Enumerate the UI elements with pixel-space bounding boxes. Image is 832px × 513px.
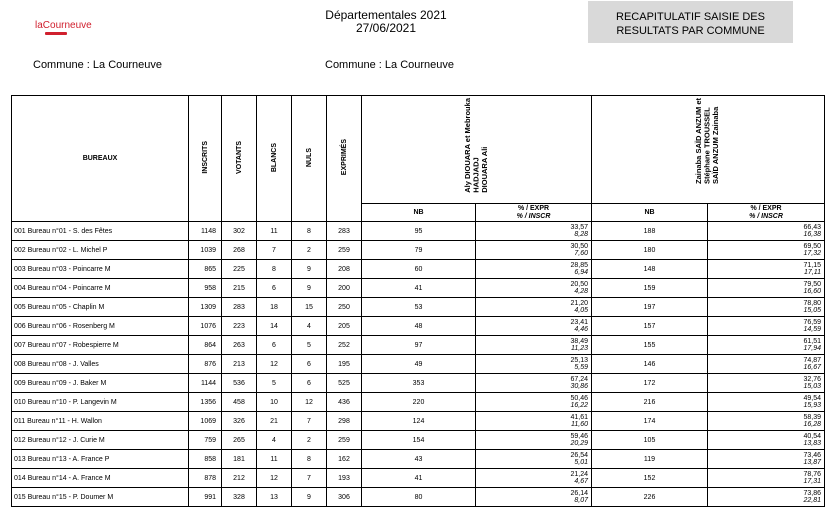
c2-expr-value: 74,87 xyxy=(803,356,821,364)
blancs-label: BLANCS xyxy=(270,142,278,173)
bureau-name: 009 Bureau n°09 - J. Baker M xyxy=(12,374,189,393)
c1-pct-cell xyxy=(476,393,592,412)
c2-pct-cell xyxy=(708,469,825,488)
table-row xyxy=(12,222,825,241)
votants-value: 326 xyxy=(222,412,257,431)
blancs-value: 4 xyxy=(257,431,292,450)
c1-expr-value: 20,50 xyxy=(570,280,588,288)
c2-pct-cell xyxy=(708,393,825,412)
nuls-value: 9 xyxy=(292,279,327,298)
recap-line-1: RECAPITULATIF SAISIE DES xyxy=(616,11,765,23)
exprimes-value: 259 xyxy=(327,241,362,260)
votants-value: 263 xyxy=(222,336,257,355)
c1-nb-header xyxy=(362,204,476,222)
table-row xyxy=(12,374,825,393)
votants-value: 458 xyxy=(222,393,257,412)
exprimes-value: 208 xyxy=(327,260,362,279)
table-row xyxy=(12,260,825,279)
table-row xyxy=(12,450,825,469)
c1-inscr-value: 5,01 xyxy=(574,459,588,466)
c1-expr-value: 26,54 xyxy=(570,451,588,459)
c1-expr-value: 38,49 xyxy=(570,337,588,345)
c2-nb-value: 148 xyxy=(592,260,708,279)
exprimes-label: EXPRIMÉS xyxy=(340,139,348,176)
nuls-value: 7 xyxy=(292,469,327,488)
nuls-value: 8 xyxy=(292,450,327,469)
c2-pct-header xyxy=(708,204,825,222)
c2-inscr-value: 15,03 xyxy=(803,383,821,390)
votants-value: 213 xyxy=(222,355,257,374)
candidate-1-name: Aly DIOUARA et Mebrouka HADJADJ DIOUARA Ali xyxy=(462,98,489,193)
pct-expr-label: % / EXPR xyxy=(517,205,550,212)
c1-inscr-value: 11,60 xyxy=(571,421,588,428)
col-header-inscrits xyxy=(189,96,222,222)
c2-expr-value: 49,54 xyxy=(803,394,821,402)
exprimes-value: 525 xyxy=(327,374,362,393)
election-date: 27/06/2021 xyxy=(355,21,417,35)
c2-inscr-value: 15,93 xyxy=(803,402,821,409)
c2-nb-value: 226 xyxy=(592,488,708,507)
bureau-name: 013 Bureau n°13 - A. France P xyxy=(12,450,189,469)
c1-pct-cell xyxy=(476,431,592,450)
votants-value: 268 xyxy=(222,241,257,260)
c1-inscr-value: 20,29 xyxy=(570,440,588,447)
c2-pct-cell xyxy=(708,450,825,469)
c2-expr-value: 78,76 xyxy=(803,470,821,478)
pct-expr-label: % / EXPR xyxy=(750,205,782,212)
inscrits-value: 865 xyxy=(189,260,222,279)
c1-expr-value: 33,57 xyxy=(570,223,588,231)
votants-value: 223 xyxy=(222,317,257,336)
c2-expr-value: 61,51 xyxy=(803,337,821,345)
nuls-label: NULS xyxy=(305,147,313,168)
nuls-value: 6 xyxy=(292,355,327,374)
c2-pct-cell xyxy=(708,260,825,279)
c2-pct-cell xyxy=(708,298,825,317)
c2-inscr-value: 15,05 xyxy=(803,307,821,314)
bureau-name: 011 Bureau n°11 - H. Wallon xyxy=(12,412,189,431)
c1-expr-value: 41,61 xyxy=(570,413,588,421)
table-row xyxy=(12,488,825,507)
exprimes-value: 200 xyxy=(327,279,362,298)
votants-value: 328 xyxy=(222,488,257,507)
c1-pct-cell xyxy=(476,298,592,317)
nuls-value: 2 xyxy=(292,431,327,450)
c1-pct-cell xyxy=(476,355,592,374)
inscrits-value: 858 xyxy=(189,450,222,469)
c1-nb-value: 79 xyxy=(362,241,476,260)
election-name: Départementales 2021 xyxy=(325,8,447,22)
exprimes-value: 259 xyxy=(327,431,362,450)
c2-inscr-value: 16,67 xyxy=(803,364,821,371)
exprimes-value: 252 xyxy=(327,336,362,355)
c2-pct-cell xyxy=(708,222,825,241)
c2-pct-cell xyxy=(708,374,825,393)
c1-inscr-value: 30,86 xyxy=(570,383,588,390)
c2-expr-value: 73,46 xyxy=(803,451,821,459)
table-row xyxy=(12,355,825,374)
exprimes-value: 162 xyxy=(327,450,362,469)
votants-value: 302 xyxy=(222,222,257,241)
c2-nb-value: 105 xyxy=(592,431,708,450)
c1-nb-value: 41 xyxy=(362,279,476,298)
c2-pct-cell xyxy=(708,412,825,431)
bureau-name: 003 Bureau n°03 - Poincarre M xyxy=(12,260,189,279)
table-row xyxy=(12,412,825,431)
c1-nb-value: 43 xyxy=(362,450,476,469)
c2-inscr-value: 14,59 xyxy=(803,326,821,333)
commune-label-left: Commune : La Courneuve xyxy=(33,59,163,71)
exprimes-value: 436 xyxy=(327,393,362,412)
pct-inscr-label: % / INSCR xyxy=(516,212,551,220)
recap-line-2: RESULTATS PAR COMMUNE xyxy=(616,25,765,37)
c2-inscr-value: 16,60 xyxy=(803,288,821,295)
c1-nb-value: 53 xyxy=(362,298,476,317)
nuls-value: 15 xyxy=(292,298,327,317)
c2-expr-value: 58,39 xyxy=(803,413,821,421)
c1-inscr-value: 11,23 xyxy=(571,345,588,352)
c1-pct-cell xyxy=(476,488,592,507)
c1-expr-value: 23,41 xyxy=(570,318,588,326)
exprimes-value: 283 xyxy=(327,222,362,241)
c1-expr-value: 59,46 xyxy=(570,432,588,440)
c1-nb-value: 49 xyxy=(362,355,476,374)
inscrits-value: 1148 xyxy=(189,222,222,241)
table-row xyxy=(12,431,825,450)
c1-nb-value: 97 xyxy=(362,336,476,355)
c2-expr-value: 40,54 xyxy=(803,432,821,440)
c2-inscr-value: 22,81 xyxy=(803,497,821,504)
bureau-name: 015 Bureau n°15 - P. Doumer M xyxy=(12,488,189,507)
c2-expr-value: 73,86 xyxy=(803,489,821,497)
recap-banner xyxy=(588,1,793,43)
c1-expr-value: 50,46 xyxy=(570,394,588,402)
nuls-value: 4 xyxy=(292,317,327,336)
c1-pct-header xyxy=(476,204,592,222)
c1-expr-value: 67,24 xyxy=(570,375,588,383)
c1-pct-cell xyxy=(476,241,592,260)
c1-pct-cell xyxy=(476,260,592,279)
nuls-value: 8 xyxy=(292,222,327,241)
c1-nb-value: 48 xyxy=(362,317,476,336)
c1-expr-value: 26,14 xyxy=(570,489,588,497)
c2-nb-value: 216 xyxy=(592,393,708,412)
table-row xyxy=(12,469,825,488)
table-row xyxy=(12,336,825,355)
c1-nb-value: 41 xyxy=(362,469,476,488)
votants-value: 225 xyxy=(222,260,257,279)
c2-expr-value: 76,59 xyxy=(803,318,821,326)
table-row xyxy=(12,279,825,298)
c1-inscr-value: 8,07 xyxy=(574,497,588,504)
inscrits-label: INSCRITS xyxy=(201,141,209,174)
blancs-value: 5 xyxy=(257,374,292,393)
c2-nb-value: 146 xyxy=(592,355,708,374)
table-row xyxy=(12,298,825,317)
bureau-name: 014 Bureau n°14 - A. France M xyxy=(12,469,189,488)
votants-value: 283 xyxy=(222,298,257,317)
blancs-value: 12 xyxy=(257,355,292,374)
c1-nb-value: 154 xyxy=(362,431,476,450)
c2-nb-value: 119 xyxy=(592,450,708,469)
candidate-2-header xyxy=(592,96,825,204)
candidate-1-header xyxy=(362,96,592,204)
c2-inscr-value: 17,94 xyxy=(803,345,821,352)
blancs-value: 10 xyxy=(257,393,292,412)
c1-pct-cell xyxy=(476,469,592,488)
nb-label: NB xyxy=(644,209,655,216)
commune-label-right: Commune : La Courneuve xyxy=(325,59,455,71)
bureau-name: 002 Bureau n°02 - L. Michel P xyxy=(12,241,189,260)
c2-pct-cell xyxy=(708,355,825,374)
exprimes-value: 193 xyxy=(327,469,362,488)
exprimes-value: 205 xyxy=(327,317,362,336)
c1-inscr-value: 4,46 xyxy=(574,326,588,333)
bureau-name: 001 Bureau n°01 - S. des Fêtes xyxy=(12,222,189,241)
inscrits-value: 1356 xyxy=(189,393,222,412)
c2-inscr-value: 13,83 xyxy=(803,440,821,447)
c2-inscr-value: 17,32 xyxy=(803,250,821,257)
bureau-name: 004 Bureau n°04 - Poincarre M xyxy=(12,279,189,298)
col-header-votants xyxy=(222,96,257,222)
col-header-nuls xyxy=(292,96,327,222)
blancs-value: 6 xyxy=(257,279,292,298)
c1-expr-value: 21,20 xyxy=(570,299,588,307)
c2-nb-value: 180 xyxy=(592,241,708,260)
c1-pct-cell xyxy=(476,374,592,393)
votants-value: 215 xyxy=(222,279,257,298)
c2-nb-header xyxy=(592,204,708,222)
c2-pct-cell xyxy=(708,336,825,355)
bureaux-label: BUREAUX xyxy=(82,155,118,162)
c1-pct-cell xyxy=(476,317,592,336)
blancs-value: 7 xyxy=(257,241,292,260)
c1-pct-cell xyxy=(476,279,592,298)
votants-value: 265 xyxy=(222,431,257,450)
table-row xyxy=(12,241,825,260)
nb-label: NB xyxy=(413,209,424,216)
candidate-2-name: Zainaba SAÏD ANZUM et Stéphane TROUSSEL SAÏD ANZUM Zainaba xyxy=(694,98,721,184)
c2-nb-value: 174 xyxy=(592,412,708,431)
c1-inscr-value: 6,94 xyxy=(574,269,588,276)
c2-nb-value: 155 xyxy=(592,336,708,355)
inscrits-value: 876 xyxy=(189,355,222,374)
inscrits-value: 1309 xyxy=(189,298,222,317)
exprimes-value: 306 xyxy=(327,488,362,507)
c2-expr-value: 78,80 xyxy=(803,299,821,307)
nuls-value: 5 xyxy=(292,336,327,355)
c2-expr-value: 32,76 xyxy=(803,375,821,383)
c1-nb-value: 353 xyxy=(362,374,476,393)
votants-value: 536 xyxy=(222,374,257,393)
c2-nb-value: 197 xyxy=(592,298,708,317)
logo-underline-mark xyxy=(45,32,67,35)
exprimes-value: 298 xyxy=(327,412,362,431)
blancs-value: 12 xyxy=(257,469,292,488)
blancs-value: 18 xyxy=(257,298,292,317)
blancs-value: 11 xyxy=(257,222,292,241)
c2-inscr-value: 16,28 xyxy=(803,421,821,428)
c1-expr-value: 25,13 xyxy=(570,356,588,364)
c2-expr-value: 79,50 xyxy=(803,280,821,288)
nuls-value: 12 xyxy=(292,393,327,412)
nuls-value: 9 xyxy=(292,488,327,507)
c1-inscr-value: 5,59 xyxy=(574,364,588,371)
c2-nb-value: 157 xyxy=(592,317,708,336)
c1-nb-value: 95 xyxy=(362,222,476,241)
c2-expr-value: 71,15 xyxy=(803,261,821,269)
nuls-value: 7 xyxy=(292,412,327,431)
exprimes-value: 250 xyxy=(327,298,362,317)
blancs-value: 14 xyxy=(257,317,292,336)
c2-nb-value: 152 xyxy=(592,469,708,488)
c1-pct-cell xyxy=(476,450,592,469)
election-title xyxy=(300,9,472,35)
col-header-blancs xyxy=(257,96,292,222)
exprimes-value: 195 xyxy=(327,355,362,374)
table-row xyxy=(12,393,825,412)
c1-inscr-value: 4,28 xyxy=(574,288,588,295)
bureau-name: 008 Bureau n°08 - J. Valles xyxy=(12,355,189,374)
c1-pct-cell xyxy=(476,412,592,431)
inscrits-value: 1069 xyxy=(189,412,222,431)
c2-pct-cell xyxy=(708,431,825,450)
col-header-exprimes xyxy=(327,96,362,222)
c2-pct-cell xyxy=(708,241,825,260)
blancs-value: 6 xyxy=(257,336,292,355)
votants-value: 181 xyxy=(222,450,257,469)
c2-expr-value: 69,50 xyxy=(803,242,821,250)
inscrits-value: 1039 xyxy=(189,241,222,260)
c1-inscr-value: 4,05 xyxy=(574,307,588,314)
nuls-value: 2 xyxy=(292,241,327,260)
inscrits-value: 759 xyxy=(189,431,222,450)
pct-inscr-label: % / INSCR xyxy=(749,212,783,220)
c1-nb-value: 220 xyxy=(362,393,476,412)
table-row xyxy=(12,317,825,336)
c2-nb-value: 188 xyxy=(592,222,708,241)
c1-inscr-value: 8,28 xyxy=(574,231,588,238)
c1-expr-value: 28,85 xyxy=(570,261,588,269)
blancs-value: 8 xyxy=(257,260,292,279)
bureau-name: 005 Bureau n°05 - Chaplin M xyxy=(12,298,189,317)
c2-inscr-value: 13,87 xyxy=(803,459,821,466)
results-table xyxy=(11,95,825,507)
bureau-name: 007 Bureau n°07 - Robespierre M xyxy=(12,336,189,355)
bureau-name: 006 Bureau n°06 - Rosenberg M xyxy=(12,317,189,336)
blancs-value: 13 xyxy=(257,488,292,507)
c2-nb-value: 159 xyxy=(592,279,708,298)
nuls-value: 6 xyxy=(292,374,327,393)
votants-value: 212 xyxy=(222,469,257,488)
blancs-value: 21 xyxy=(257,412,292,431)
c2-nb-value: 172 xyxy=(592,374,708,393)
inscrits-value: 991 xyxy=(189,488,222,507)
c1-inscr-value: 16,22 xyxy=(570,402,588,409)
bureau-name: 012 Bureau n°12 - J. Curie M xyxy=(12,431,189,450)
c1-expr-value: 21,24 xyxy=(570,470,588,478)
c1-nb-value: 80 xyxy=(362,488,476,507)
city-logo: laCourneuve xyxy=(35,20,92,31)
c1-nb-value: 124 xyxy=(362,412,476,431)
inscrits-value: 1076 xyxy=(189,317,222,336)
inscrits-value: 1144 xyxy=(189,374,222,393)
c2-inscr-value: 17,11 xyxy=(804,269,821,276)
c2-pct-cell xyxy=(708,317,825,336)
c2-pct-cell xyxy=(708,488,825,507)
c1-expr-value: 30,50 xyxy=(570,242,588,250)
c1-nb-value: 60 xyxy=(362,260,476,279)
bureau-name: 010 Bureau n°10 - P. Langevin M xyxy=(12,393,189,412)
c2-inscr-value: 16,38 xyxy=(803,231,821,238)
c1-pct-cell xyxy=(476,222,592,241)
inscrits-value: 864 xyxy=(189,336,222,355)
c1-pct-cell xyxy=(476,336,592,355)
c2-inscr-value: 17,31 xyxy=(803,478,821,485)
votants-label: VOTANTS xyxy=(235,141,243,174)
col-header-bureaux xyxy=(12,96,189,222)
inscrits-value: 958 xyxy=(189,279,222,298)
c1-inscr-value: 7,60 xyxy=(574,250,588,257)
nuls-value: 9 xyxy=(292,260,327,279)
c2-pct-cell xyxy=(708,279,825,298)
blancs-value: 11 xyxy=(257,450,292,469)
inscrits-value: 878 xyxy=(189,469,222,488)
c2-expr-value: 66,43 xyxy=(803,223,821,231)
c1-inscr-value: 4,67 xyxy=(574,478,588,485)
